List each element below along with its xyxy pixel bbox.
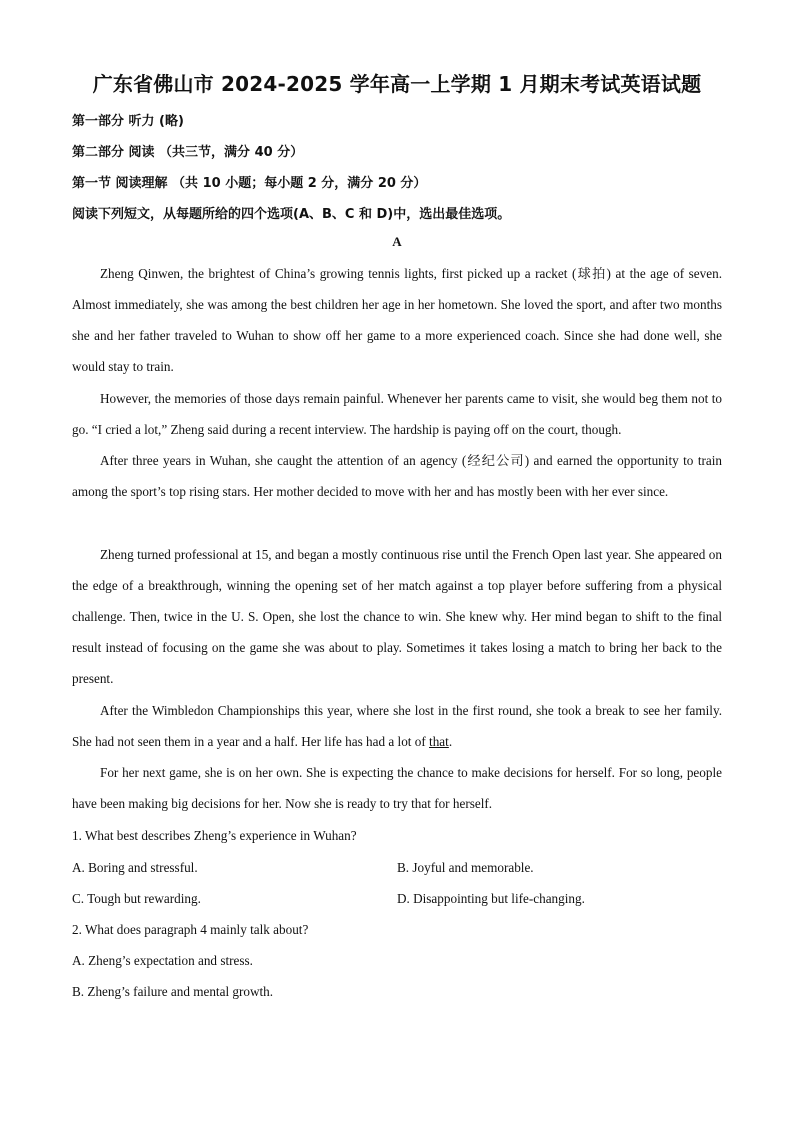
question-1-option-d: D. Disappointing but life-changing. bbox=[397, 891, 585, 906]
part1-heading: 第一部分 听力 (略) bbox=[72, 114, 184, 129]
section1-heading: 第一节 阅读理解 （共 10 小题；每小题 2 分，满分 20 分） bbox=[72, 176, 427, 191]
paragraph-5 bbox=[72, 695, 722, 757]
question-2-stem: 2. What does paragraph 4 mainly talk about? bbox=[72, 922, 309, 937]
paragraph-5-end: . bbox=[448, 734, 453, 749]
part2-heading: 第二部分 阅读 （共三节，满分 40 分） bbox=[72, 145, 304, 160]
question-1-option-c: C. Tough but rewarding. bbox=[72, 891, 201, 906]
question-2-option-a: A. Zheng’s expectation and stress. bbox=[72, 953, 253, 968]
paragraph-6: For her next game, she is on her own. She is expecting the chance to make decisions for herself. For so long, people have been making big decisions for her. Now she is ready to try that for herself. bbox=[72, 765, 722, 811]
passage-label: A bbox=[392, 234, 402, 249]
question-1-stem: 1. What best describes Zheng’s experience in Wuhan? bbox=[72, 828, 357, 843]
paragraph-3: After three years in Wuhan, she caught the attention of an agency (经纪公司) and earned the opportunity to train among the sport’s top rising stars. Her mother decided to move with her and has mostly been with her ever since. bbox=[72, 453, 722, 499]
paragraph-5-text: After the Wimbledon Championships this year, where she lost in the first round, she took a break to see her family. She had not seen them in a year and a half. Her life has had a lot of bbox=[72, 703, 722, 749]
paragraph-2: However, the memories of those days remain painful. Whenever her parents came to visit, she would beg them not to go. “I cried a lot,” Zheng said during a recent interview. The hardship is paying off on the court, though. bbox=[72, 391, 722, 437]
underlined-word: that bbox=[429, 734, 449, 749]
instructions: 阅读下列短文，从每题所给的四个选项(A、B、C 和 D)中，选出最佳选项。 bbox=[72, 207, 511, 222]
question-1-option-b: B. Joyful and memorable. bbox=[397, 860, 534, 875]
paragraph-1: Zheng Qinwen, the brightest of China’s growing tennis lights, first picked up a racket (球拍) at the age of seven. Almost immediately, she was among the best children her age in her hometown. She loved the sport, and after two months she and her father traveled to Wuhan to show off her game to a more experienced coach. Since she had done well, she would stay to train. bbox=[72, 266, 722, 374]
paragraph-4: Zheng turned professional at 15, and began a mostly continuous rise until the French Open last year. She appeared on the edge of a breakthrough, winning the opening set of her match against a top player before suffering from a physical challenge. Then, twice in the U. S. Open, she lost the chance to win. She knew why. Her mind began to shift to the final result instead of focusing on the game she was about to play. Sometimes it takes losing a match to bring her back to the present. bbox=[72, 547, 722, 686]
page-title: 广东省佛山市 2024-2025 学年高一上学期 1 月期末考试英语试题 bbox=[92, 72, 702, 96]
question-2-option-b: B. Zheng’s failure and mental growth. bbox=[72, 984, 274, 999]
question-1-option-a: A. Boring and stressful. bbox=[72, 860, 198, 875]
